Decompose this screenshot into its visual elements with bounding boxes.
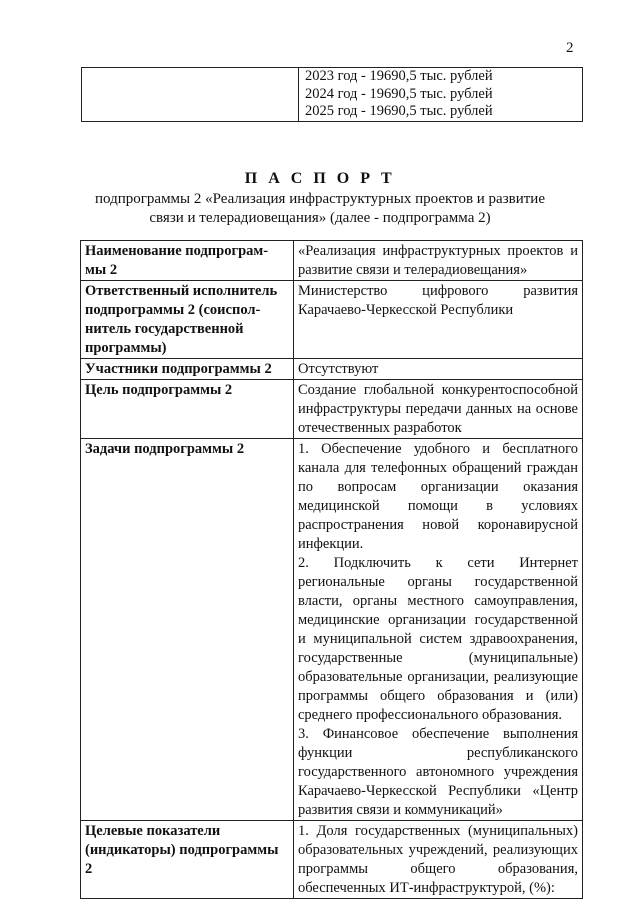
funding-table: [81, 67, 583, 122]
row-value: 1. Доля государственных (муниципальных) образовательных учреждений, реализующих программы общего образования, обеспеченных ИТ-инфраструктурой, (%):: [294, 821, 583, 899]
table-row: [81, 359, 583, 380]
row-value: «Реализация инфраструктурных проектов и развитие связи и телерадиовещания»: [294, 241, 583, 281]
table-row: [81, 821, 583, 899]
table-row: [81, 241, 583, 281]
row-label: Участники подпрограммы 2: [81, 359, 294, 380]
funding-values-cell: [299, 68, 583, 122]
task-item: 1. Обеспечение удобного и бесплатного канала для телефонных обращений граждан по вопросам организации оказания медицинской помощи в условиях распространения новой коронавирусной инфекции.: [298, 441, 578, 552]
row-value: Отсутствуют: [294, 359, 583, 380]
funding-row: [82, 68, 583, 122]
passport-table: [80, 240, 583, 899]
task-item: 2. Подключить к сети Интернет региональные органы государственной власти, органы местного самоуправления, медицинские организации государственной и муниципальной систем здравоохранения, государственные (муниципальные) образовательные организации, реализующие программы общего образования и (или) среднего профессионального образования.: [298, 555, 578, 723]
funding-line: 2023 год - 19690,5 тыс. рублей: [305, 68, 493, 84]
page-number: 2: [566, 40, 574, 56]
table-row: [81, 380, 583, 439]
subtitle-line: подпрограммы 2 «Реализация инфраструктурных проектов и развитие: [95, 191, 545, 207]
funding-line: 2024 год - 19690,5 тыс. рублей: [305, 85, 493, 102]
row-label: Целевые показатели (индикаторы) подпрограммы 2: [81, 821, 294, 899]
row-value: [294, 439, 583, 821]
document-title: П А С П О Р Т: [244, 170, 396, 187]
table-row: [81, 281, 583, 359]
funding-label-cell: [82, 68, 299, 122]
row-label: Ответственный исполнитель подпрограммы 2 (соиспол-нитель государственной программы): [81, 281, 294, 359]
row-value: Министерство цифрового развития Карачаево-Черкесской Республики: [294, 281, 583, 359]
subtitle-line: связи и телерадиовещания» (далее - подпрограмма 2): [149, 210, 491, 226]
document-subtitle: [0, 190, 640, 228]
row-label: Наименование подпрограм-мы 2: [81, 241, 294, 281]
funding-line: 2025 год - 19690,5 тыс. рублей: [305, 103, 493, 119]
row-value: Создание глобальной конкурентоспособной инфраструктуры передачи данных на основе отечественных разработок: [294, 380, 583, 439]
row-label: Задачи подпрограммы 2: [81, 439, 294, 821]
row-label: Цель подпрограммы 2: [81, 380, 294, 439]
task-item: 3. Финансовое обеспечение выполнения функции республиканского государственного автономного учреждения Карачаево-Черкесской Республики «Центр развития связи и коммуникаций»: [298, 726, 578, 818]
table-row: [81, 439, 583, 821]
